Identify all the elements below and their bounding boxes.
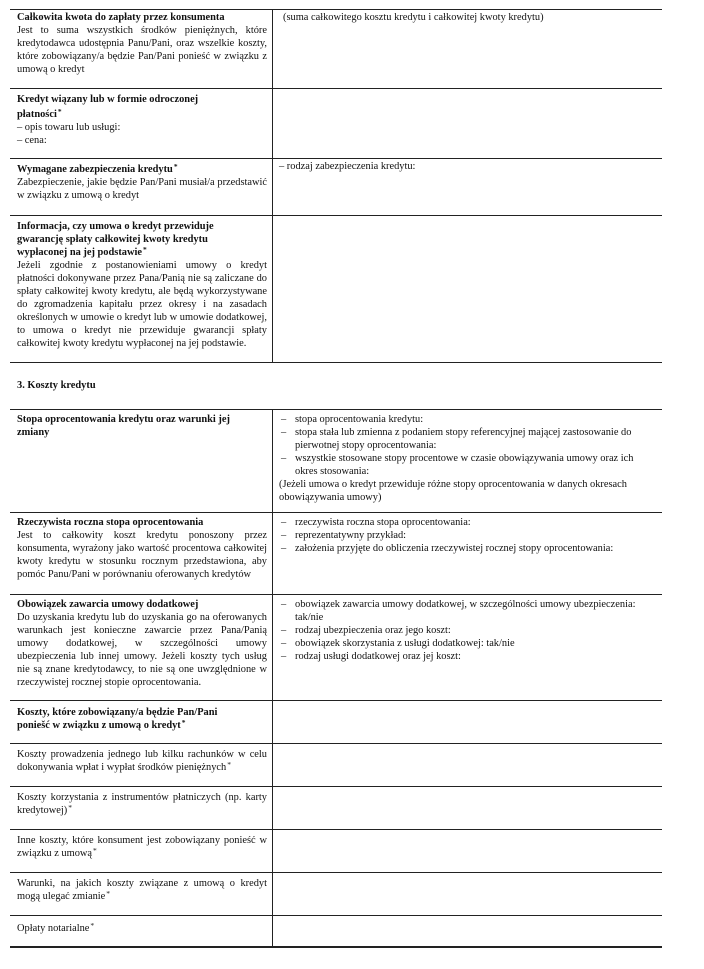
list-item: – stopa stała lub zmienna z podaniem stopy referencyjnej mającej zastosowanie do pierwotnej stopy oprocentowania: xyxy=(279,426,656,452)
credit-costs-table xyxy=(10,409,662,948)
row-title: Wymagane zabezpieczenia kredytu xyxy=(17,164,173,175)
row-title: Kredyt wiązany lub w formie odroczonej xyxy=(17,94,199,105)
footnote-marker: * xyxy=(173,162,178,171)
table-row xyxy=(10,915,662,948)
row-description: Koszty prowadzenia jednego lub kilku rachunków w celu dokonywania wpłat i wypłat środków pieniężnych xyxy=(17,749,267,773)
row-description: Zabezpieczenie, jakie będzie Pan/Pani musiał/a przedstawić w związku z umową o kredyt xyxy=(17,177,267,201)
row-description: Do uzyskania kredytu lub do uzyskania go na oferowanych warunkach jest konieczne zawarcie przez Pana/Panią umowy dodatkowej, w szczególności umowy ubezpieczenia lub innej umowy. Jeżeli koszty tych usług nie są znane kredytodawcy, to nie są one uwzględnione w rzeczywistej rocznej stopie oprocentowania. xyxy=(17,612,267,688)
table-row xyxy=(10,158,662,215)
list-item: – obowiązek zawarcia umowy dodatkowej, w szczególności umowy ubezpieczenia: tak/nie xyxy=(279,598,656,624)
row-title: Obowiązek zawarcia umowy dodatkowej xyxy=(17,599,199,610)
row-description: Jest to suma wszystkich środków pieniężnych, które kredytodawca udostępnia Panu/Pani, oraz wszelkie koszty, które zobowiązany/a będzie Pan/Pani ponieść w związku z umową o kredyt xyxy=(17,25,267,75)
footnote-marker: * xyxy=(227,760,231,769)
row-title: Całkowita kwota do zapłaty przez konsumenta xyxy=(17,12,225,23)
row-value: – rodzaj zabezpieczenia kredytu: xyxy=(279,161,416,172)
footnote-marker: * xyxy=(106,889,111,898)
credit-info-table xyxy=(10,9,662,363)
table-row xyxy=(10,872,662,915)
list-item: – rzeczywista roczna stopa oprocentowania: xyxy=(279,516,656,529)
table-row xyxy=(10,700,662,743)
row-description: Warunki, na jakich koszty związane z umową o kredyt mogą ulegać zmianie xyxy=(17,878,267,902)
table-row xyxy=(10,512,662,594)
table-row xyxy=(10,786,662,829)
list-item: – opis towaru lub usługi: xyxy=(17,122,121,133)
footnote-marker: * xyxy=(68,803,72,812)
table-row xyxy=(10,594,662,700)
footnote-marker: * xyxy=(142,245,147,254)
table-row xyxy=(10,409,662,512)
table-row xyxy=(10,9,662,88)
table-row xyxy=(10,829,662,872)
row-description: Jeżeli zgodnie z postanowieniami umowy o kredyt płatności dokonywane przez Pana/Panią nie są zaliczane do spłaty całkowitej kwoty kredytu, ale będą wykorzystywane do zgromadzenia kapitału przez okresy i na zasadach określonych w umowie o kredyt lub w umowie dodatkowej, to umowa o kredyt nie przewiduje gwarancji spłaty całkowitej kwoty kredytu wypłaconej na jej podstawie. xyxy=(17,260,267,349)
row-description: Inne koszty, które konsument jest zobowiązany ponieść w związku z umową xyxy=(17,835,267,859)
section-heading: 3. Koszty kredytu xyxy=(17,380,96,391)
row-value: (suma całkowitego kosztu kredytu i całkowitej kwoty kredytu) xyxy=(283,12,544,23)
table-row xyxy=(10,743,662,786)
table-row xyxy=(10,88,662,158)
footnote-marker: * xyxy=(181,718,186,727)
table-row xyxy=(10,215,662,363)
row-title: Koszty, które zobowiązany/a będzie Pan/Pani poniešć w związku z umową o kredyt xyxy=(17,707,218,731)
list-item: – obowiązek skorzystania z usługi dodatkowej: tak/nie xyxy=(279,637,656,650)
row-description: Jest to całkowity koszt kredytu ponoszony przez konsumenta, wyrażony jako wartość procentowa całkowitej kwoty kredytu w stosunku rocznym przedstawiona, aby pomóc Panu/Pani w porównaniu oferowanych kredytów xyxy=(17,530,267,580)
footnote-marker: * xyxy=(93,846,97,855)
list-item: – wszystkie stosowane stopy procentowe w czasie obowiązywania umowy oraz ich okres stosowania: xyxy=(279,452,656,478)
row-title: Rzeczywista roczna stopa oprocentowania xyxy=(17,517,204,528)
row-note: (Jeżeli umowa o kredyt przewiduje różne stopy oprocentowania w danych okresach obowiązywania umowy) xyxy=(279,479,627,503)
footnote-marker: * xyxy=(90,921,95,930)
list-item: – cena: xyxy=(17,135,47,146)
row-title: Stopa oprocentowania kredytu oraz warunki jej zmiany xyxy=(17,414,230,438)
row-title: Informacja, czy umowa o kredyt przewiduje gwarancję spłaty całkowitej kwoty kredytu wypłaconej na jej podstawie xyxy=(17,221,214,258)
list-item: – reprezentatywny przykład: xyxy=(279,529,656,542)
list-item: – stopa oprocentowania kredytu: xyxy=(279,413,656,426)
row-description: Koszty korzystania z instrumentów płatniczych (np. karty kredytowej) xyxy=(17,792,267,816)
list-item: – rodzaj ubezpieczenia oraz jego koszt: xyxy=(279,624,656,637)
list-item: – rodzaj usługi dodatkowej oraz jej koszt: xyxy=(279,650,656,663)
row-title-cont: płatności xyxy=(17,109,57,120)
footnote-marker: * xyxy=(57,107,62,116)
list-item: – założenia przyjęte do obliczenia rzeczywistej rocznej stopy oprocentowania: xyxy=(279,542,656,555)
table-bottom-rule xyxy=(10,946,662,948)
row-description: Opłaty notarialne xyxy=(17,923,90,934)
